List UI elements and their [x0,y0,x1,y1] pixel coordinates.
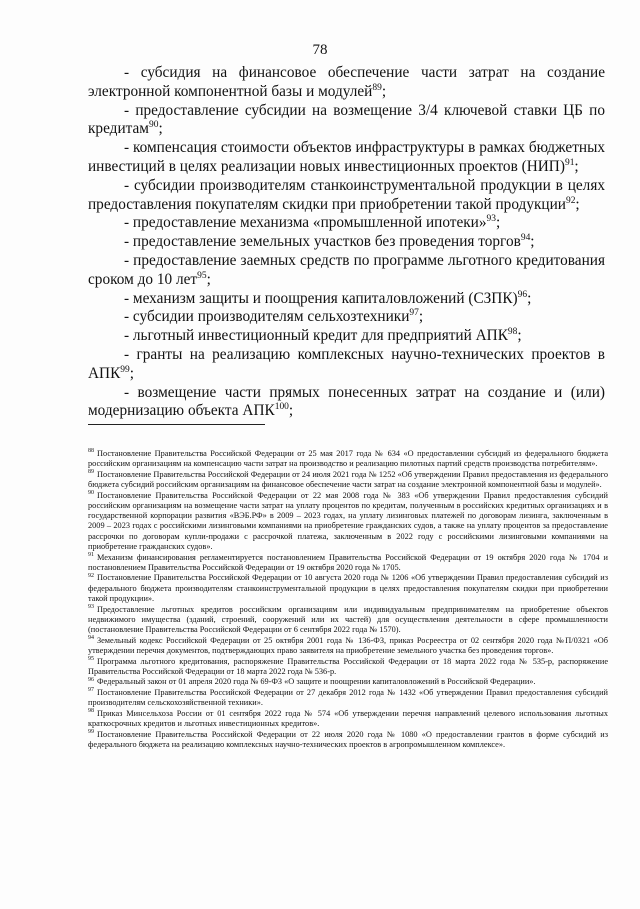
footnote [88,657,608,677]
footnote [88,709,608,729]
footnote-text: Постановление Правительства Российской Федерации от 10 августа 2020 года № 1206 «Об утверждении Правил предоставления субсидий из федерального бюджета производителям станкоинструментальной продукции в целях предоставления покупателям скидки при приобретении такой продукции». [88,573,608,603]
footnote-ref[interactable]: 95 [197,270,207,281]
footnote-number: 96 [88,676,94,683]
footnote-ref[interactable]: 93 [486,214,496,225]
footnotes-section [88,449,608,751]
list-item: - компенсация стоимости объектов инфраструктуры в рамках бюджетных инвестиций в целях реализации новых инвестиционных проектов (НИП)$^{91}$; [88,139,605,175]
footnote-ref[interactable]: 94 [520,233,531,244]
list-item: - предоставление субсидии на возмещение 3/4 ключевой ставки ЦБ по кредитам$^{90}$; [88,101,605,138]
footnote-text: Постановление Правительства Российской Федерации от 25 мая 2017 года № 634 «О предоставлении субсидий из федерального бюджета российским организациям на компенсацию части затрат на производство и реализацию пилотных партий средств производства потребителям». [88,449,608,469]
footnote-number: 99 [88,729,94,736]
footnote-number: 90 [88,490,94,497]
footnote-text: Приказ Минсельхоза России от 01 сентября 2022 года № 574 «Об утверждении перечня направлений целевого использования льготных краткосрочных кредитов и льготных инвестиционных кредитов». [88,709,608,729]
list-item: - предоставление земельных участков без проведения торгов$^{94}$; [124,233,535,251]
footnote-ref[interactable]: 96 [517,289,528,300]
list-item: - предоставление заемных средств по программе льготного кредитования сроком до 10 лет$^{95}$; [88,251,605,288]
footnote-text: Предоставление льготных кредитов российским организациям или индивидуальным предпринимателям на приобретение объектов недвижимого имущества (зданий, строений, сооружений или их частей) для осуществления деятельности в сфере промышленности (постановление Правительства Российской Федерации от 6 сентября 2022 года № 1570). [88,604,608,634]
footnote-number: 88 [88,448,94,455]
footnote-ref[interactable]: 92 [565,195,576,206]
list-item: - субсидия на финансовое обеспечение части затрат на создание электронной компонентной базы и модулей$^{89}$; [88,64,605,100]
footnote [88,449,608,469]
footnote-ref[interactable]: 99 [120,364,130,375]
list-item: - гранты на реализацию комплексных научно-технических проектов в АПК$^{99}$; [88,345,605,382]
footnote-number: 91 [88,551,94,558]
list-item: - субсидии производителям станкоинструментальной продукции в целях предоставления покупателям скидки при приобретении такой продукции$^{92}$; [88,176,605,213]
page-number: 78 [312,42,328,58]
footnote-ref[interactable]: 91 [564,157,575,168]
footnote-text: Постановление Правительства Российской Федерации от 27 декабря 2012 года № 1432 «Об утверждении Правил предоставления субсидий производителям сельскохозяйственной техники». [88,688,608,708]
list-item: - механизм защиты и поощрения капиталовложений (СЗПК)$^{96}$; [124,289,532,307]
footnote-text: Земельный кодекс Российской Федерации от 25 октября 2001 года № 136-ФЗ, приказ Росреестра от 02 сентября 2020 года №П/0321 «Об утверждении перечня документов, подтверждающих право заявителя на приобретение земельного участка без проведения торгов». [88,635,608,655]
footnote-number: 98 [88,708,94,715]
footnote-number: 94 [88,634,94,641]
footnote-number: 89 [88,469,94,476]
footnote [88,491,608,552]
footnote [88,553,608,573]
footnote [88,636,608,656]
list-item: - возмещение части прямых понесенных затрат на создание и (или) модернизацию объекта АПК$^{100}$; [88,383,605,420]
footnote-text: Механизм финансирования регламентируется постановлением Правительства Российской Федерации от 19 октября 2020 года № 1704 и постановлением Правительства Российской Федерации от 19 октября 2020 года № 1705. [88,552,608,572]
footnote-ref[interactable]: 100 [274,402,289,413]
footnote-ref[interactable]: 98 [507,327,518,338]
footnote-text: Постановление Правительства Российской Федерации от 22 мая 2008 года № 383 «Об утверждении Правил предоставления субсидий российским организациям на возмещение части затрат на уплату процентов по кредитам, полученным в российских кредитных организациях и в государственной корпорации развития «ВЭБ.РФ» в 2009 – 2023 годах, на уплату лизинговых платежей по договорам лизинга, заключенным в 2009 – 2023 годах с российскими лизинговыми компаниями на приобретение гражданских судов, а также на уплату процентов за предоставление рассрочки по договорам купли-продажи с рассрочкой платежа, заключенным в 2022 году с российскими лизинговыми компаниями на приобретение гражданских судов». [88,490,608,551]
footnote [88,470,608,490]
list-item: - льготный инвестиционный кредит для предприятий АПК$^{98}$; [124,327,522,345]
footnote-ref[interactable]: 89 [372,82,382,93]
footnote-text: Федеральный закон от 01 апреля 2020 года № 69-ФЗ «О защите и поощрении капиталовложений в Российской Федерации». [96,677,536,687]
footnote-ref[interactable]: 90 [148,120,159,131]
footnote [88,605,608,636]
footnote [88,677,608,687]
footnote-number: 97 [88,687,94,694]
footnote [88,688,608,708]
footnote-number: 95 [88,655,94,662]
footnote-number: 92 [88,572,94,579]
footnote [88,573,608,604]
footnote [88,730,608,750]
footnote-text: Постановление Правительства Российской Федерации от 24 июля 2021 года № 1252 «Об утверждении Правил предоставления из федерального бюджета субсидий российским организациям на финансовое обеспечение части затрат на создание электронной компонентной базы и модулей». [88,469,608,490]
footnote-text: Постановление Правительства Российской Федерации от 22 июля 2020 года № 1080 «О предоставлении грантов в форме субсидий из федерального бюджета на реализацию комплексных научно-технических проектов в агропромышленном комплексе». [88,729,608,750]
footnote-separator [88,424,265,425]
measures-list [88,64,605,421]
footnote-number: 93 [88,603,94,610]
footnote-ref[interactable]: 97 [409,308,419,319]
footnote-text: Программа льготного кредитования, распоряжение Правительства Российской Федерации от 18 марта 2022 года № 535-р, распоряжение Правительства Российской Федерации от 18 марта 2022 года № 536-р. [88,656,608,676]
list-item: - предоставление механизма «промышленной ипотеки»$^{93}$; [124,214,501,232]
list-item: - субсидии производителям сельхозтехники$^{97}$; [124,308,424,326]
